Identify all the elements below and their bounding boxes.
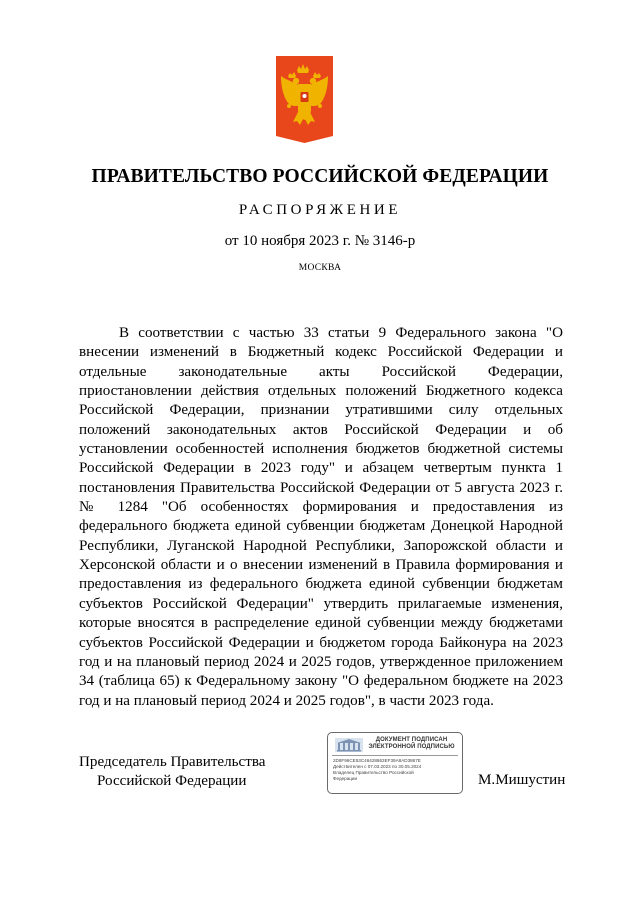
stamp-owner-line2: Федерации: [333, 775, 358, 781]
decree-body-paragraph: В соответствии с частью 33 статьи 9 Федерального закона "О внесении изменений в Бюджетный кодекс Российской Федерации и отдельные законодательные акты Российской Федерации, приостановлении действия отдельных положений Бюджетного кодекса Российской Федерации, признании утратившими силу отдельных положений законодательных актов Российской Федерации и об установлении особенностей исполнения бюджетов бюджетной системы Российской Федерации в 2023 году" и абзацем четвертым пункта 1 постановления Правительства Российской Федерации от 5 августа 2023 г. № 1284 "Об особенностях формирования и предоставления из федерального бюджета единой субвенции бюджетам Донецкой Народной Республики, Луганской Народной Республики, Запорожской области и Херсонской области и о внесении изменений в Правила формирования и предоставления из федерального бюджета единой субвенции бюджетам субъектов Российской Федерации" утвердить прилагаемые изменения, которые вносятся в распределение единой субвенции между бюджетами субъектов Российской Федерации и бюджетом города Байконура на 2023 год и на плановый период 2024 и 2025 годов, утвержденное приложением 34 (таблица 65) к Федеральному закону "О федеральном бюджете на 2023 год и на плановый период 2024 и 2025 годов", в части 2023 года.: [79, 325, 563, 709]
stamp-certificate: 2D8F96CE53C46428863EF39A8AD3867E: [333, 758, 421, 763]
stamp-validity: Действителен с 07.03.2023 по 30.05.2024: [333, 763, 422, 769]
signatory-position: [79, 753, 265, 792]
government-title: ПРАВИТЕЛЬСТВО РОССИЙСКОЙ ФЕДЕРАЦИИ: [91, 166, 549, 187]
stamp-header: [364, 737, 459, 752]
electronic-signature-stamp: [327, 732, 463, 794]
stamp-owner-line1: Владелец Правительство Российской: [333, 769, 414, 775]
coat-of-arms-icon: [276, 56, 333, 143]
document-date-number: от 10 ноября 2023 г. № 3146-р: [224, 233, 416, 249]
stamp-divider: [332, 755, 458, 756]
signatory-position-line2: Российской Федерации: [97, 773, 247, 790]
signatory-position-line1: Председатель Правительства: [79, 754, 266, 770]
document-city: МОСКВА: [298, 263, 342, 273]
stamp-header-line2: ЭЛЕКТРОННОЙ ПОДПИСЬЮ: [368, 744, 455, 751]
signatory-name: М.Мишустин: [478, 772, 566, 788]
stamp-details: [333, 758, 421, 782]
government-building-icon: [334, 737, 364, 753]
stamp-header-line1: ДОКУМЕНТ ПОДПИСАН: [375, 737, 448, 743]
document-type: РАСПОРЯЖЕНИЕ: [238, 202, 402, 218]
